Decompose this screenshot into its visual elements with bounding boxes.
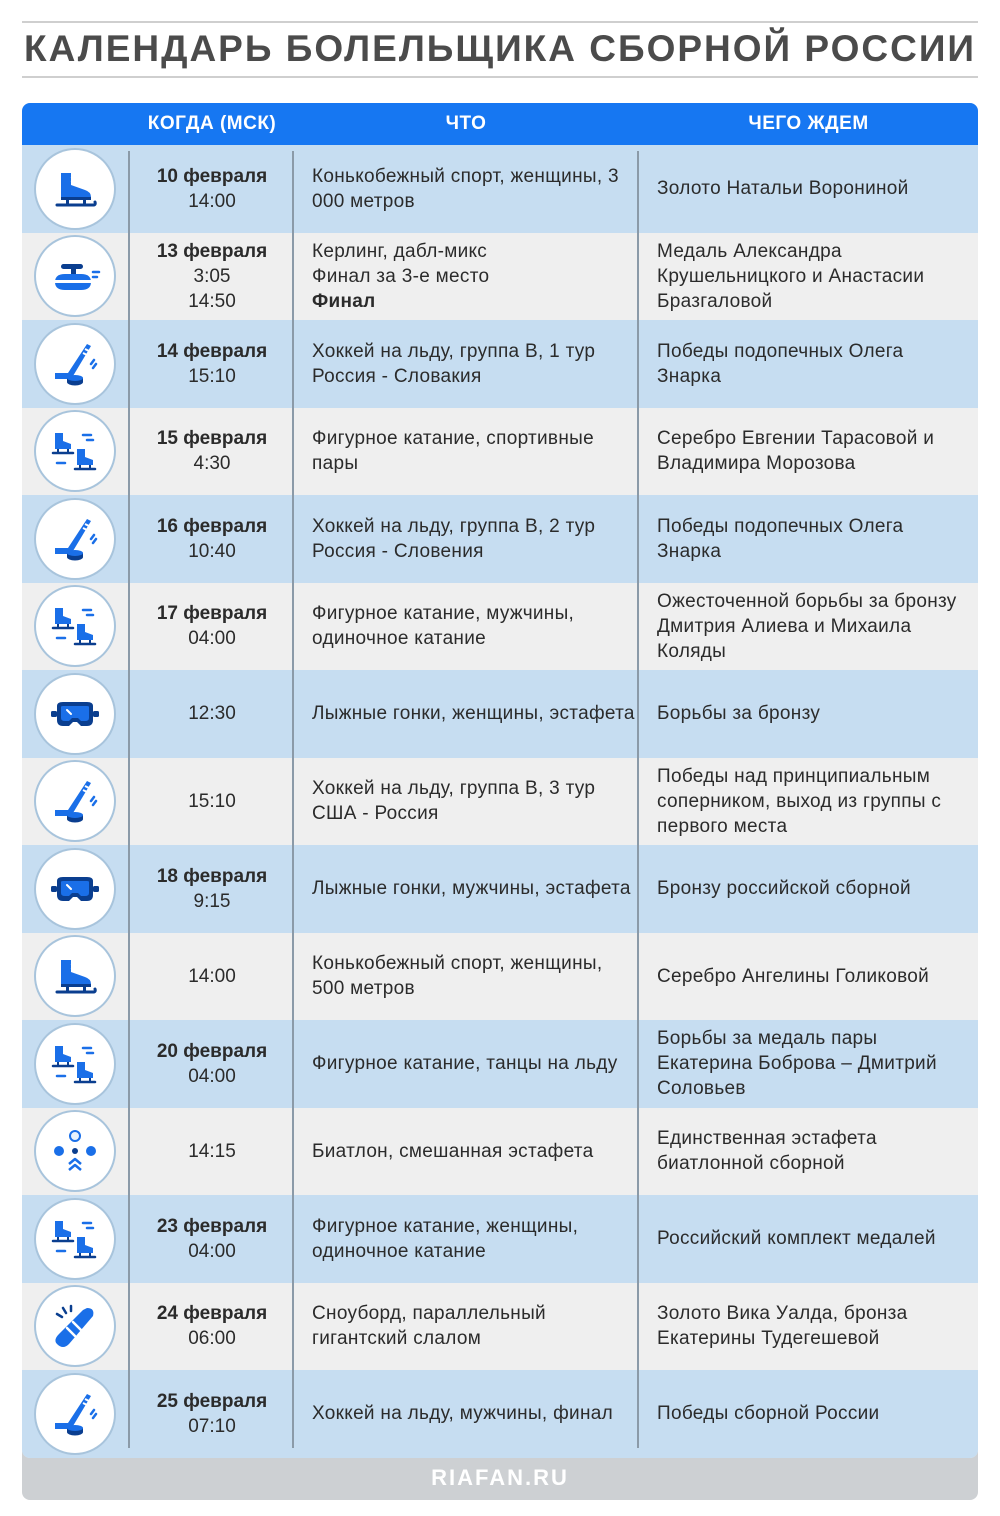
sport-icon-cell: [22, 583, 128, 671]
speed-skate-icon: [47, 948, 103, 1004]
event-time: 04:00: [188, 628, 236, 650]
event-time: 14:00: [188, 190, 236, 212]
footer-source: RIAFAN.RU: [431, 1465, 569, 1490]
sport-icon-badge: [40, 504, 110, 574]
when-cell: [130, 145, 294, 233]
expect-cell: [657, 670, 972, 758]
figure-skates-icon: [47, 598, 103, 654]
event-date: 25 февраля: [156, 1390, 268, 1412]
event-description: Биатлон, смешанная эстафета: [312, 1140, 594, 1162]
expect-cell: [657, 1195, 972, 1283]
sport-icon-badge: [40, 1204, 110, 1274]
sport-icon-cell: [22, 1370, 128, 1458]
figure-skates-icon: [47, 1036, 103, 1092]
event-time: 12:30: [188, 703, 236, 725]
expect-text: Бронзу российской сборной: [657, 878, 911, 900]
column-divider: [128, 151, 130, 1448]
event-date: 10 февраля: [156, 165, 268, 187]
table-row: [22, 408, 978, 496]
what-cell: [312, 1370, 638, 1458]
event-description: США - Россия: [312, 803, 439, 825]
expect-cell: [657, 845, 972, 933]
expect-cell: [657, 1020, 972, 1108]
expect-cell: [657, 583, 972, 671]
when-cell: [130, 583, 294, 671]
what-cell: [312, 1020, 638, 1108]
event-description: Хоккей на льду, мужчины, финал: [312, 1403, 613, 1425]
when-cell: [130, 408, 294, 496]
table-body: [22, 145, 978, 1458]
event-time: 15:10: [188, 790, 236, 812]
when-cell: [130, 233, 294, 321]
column-header-expect: ЧЕГО ЖДЕМ: [748, 113, 869, 134]
sport-icon-badge: [40, 854, 110, 924]
speed-skate-icon: [47, 161, 103, 217]
biathlon-target-icon: [47, 1123, 103, 1179]
event-date: 13 февраля: [156, 240, 268, 262]
what-cell: [312, 233, 638, 321]
event-description: Хоккей на льду, группа B, 1 тур: [312, 340, 596, 362]
event-description: Сноуборд, параллельный гигантский слалом: [312, 1303, 546, 1350]
what-cell: [312, 933, 638, 1021]
sport-icon-cell: [22, 758, 128, 846]
expect-text: Победы подопечных Олега Знарка: [657, 515, 904, 562]
page-title: КАЛЕНДАРЬ БОЛЕЛЬЩИКА СБОРНОЙ РОССИИ: [23, 28, 977, 69]
when-cell: [130, 495, 294, 583]
expect-text: Победы над принципиальным соперником, выход из группы с первого места: [657, 765, 942, 837]
sport-icon-badge: [40, 1379, 110, 1449]
expect-cell: [657, 933, 972, 1021]
event-description: Керлинг, дабл-микс: [312, 240, 488, 262]
expect-cell: [657, 1370, 972, 1458]
expect-text: Победы подопечных Олега Знарка: [657, 340, 904, 387]
schedule-table: [22, 103, 978, 1458]
table-row: [22, 845, 978, 933]
what-cell: [312, 320, 638, 408]
expect-text: Серебро Ангелины Голиковой: [657, 965, 930, 987]
table-row: [22, 320, 978, 408]
sport-icon-cell: [22, 845, 128, 933]
expect-text: Победы сборной России: [657, 1403, 880, 1425]
expect-text: Российский комплект медалей: [657, 1228, 936, 1250]
event-description: Конькобежный спорт, женщины, 3 000 метров: [312, 165, 619, 212]
sport-icon-badge: [40, 1291, 110, 1361]
expect-text: Медаль Александра Крушельницкого и Анастасии Бразгаловой: [657, 240, 925, 312]
sport-icon-badge: [40, 329, 110, 399]
column-divider: [292, 151, 294, 1448]
event-description: Россия - Словакия: [312, 365, 482, 387]
table-header: [22, 103, 978, 145]
event-time: 14:00: [188, 965, 236, 987]
when-cell: [130, 320, 294, 408]
ski-goggles-icon: [47, 861, 103, 917]
sport-icon-cell: [22, 1195, 128, 1283]
table-row: [22, 145, 978, 233]
event-description: Финал за 3-е место: [312, 265, 490, 287]
what-cell: [312, 845, 638, 933]
sport-icon-badge: [40, 154, 110, 224]
column-header-what: ЧТО: [445, 113, 487, 134]
event-date: 14 февраля: [156, 340, 268, 362]
table-row: [22, 933, 978, 1021]
sport-icon-cell: [22, 1108, 128, 1196]
sport-icon-cell: [22, 670, 128, 758]
event-description: Хоккей на льду, группа B, 3 тур: [312, 778, 596, 800]
event-description: Россия - Словения: [312, 540, 484, 562]
event-date: 18 февраля: [156, 865, 268, 887]
figure-skates-icon: [47, 1211, 103, 1267]
what-cell: [312, 1195, 638, 1283]
expect-text: Борьбы за медаль пары Екатерина Боброва – Дмитрий Соловьев: [657, 1028, 937, 1100]
what-cell: [312, 583, 638, 671]
event-time: 04:00: [188, 1240, 236, 1262]
sport-icon-badge: [40, 679, 110, 749]
sport-icon-cell: [22, 1020, 128, 1108]
table-row: [22, 758, 978, 846]
hockey-stick-icon: [47, 1386, 103, 1442]
hockey-stick-icon: [47, 511, 103, 567]
hockey-stick-icon: [47, 336, 103, 392]
expect-text: Единственная эстафета биатлонной сборной: [657, 1128, 877, 1175]
event-description-bold: Финал: [312, 290, 376, 312]
hockey-stick-icon: [47, 773, 103, 829]
event-time: 15:10: [188, 365, 236, 387]
sport-icon-cell: [22, 495, 128, 583]
expect-cell: [657, 233, 972, 321]
sport-icon-badge: [40, 1116, 110, 1186]
expect-text: Борьбы за бронзу: [657, 703, 821, 725]
column-divider: [637, 151, 639, 1448]
sport-icon-badge: [40, 766, 110, 836]
sport-icon-badge: [40, 591, 110, 661]
expect-cell: [657, 145, 972, 233]
event-time: 3:05: [193, 265, 231, 287]
event-date: 15 февраля: [156, 428, 268, 450]
sport-icon-cell: [22, 145, 128, 233]
when-cell: [130, 670, 294, 758]
sport-icon-cell: [22, 933, 128, 1021]
what-cell: [312, 145, 638, 233]
table-row: [22, 1195, 978, 1283]
expect-cell: [657, 408, 972, 496]
when-cell: [130, 1195, 294, 1283]
ski-goggles-icon: [47, 686, 103, 742]
title-bottom-rule: [22, 76, 978, 78]
sport-icon-badge: [40, 416, 110, 486]
event-description: Фигурное катание, спортивные пары: [312, 428, 594, 475]
when-cell: [130, 933, 294, 1021]
what-cell: [312, 1108, 638, 1196]
event-description: Конькобежный спорт, женщины, 500 метров: [312, 953, 603, 1000]
event-time: 10:40: [188, 540, 236, 562]
sport-icon-cell: [22, 408, 128, 496]
table-row: [22, 670, 978, 758]
sport-icon-badge: [40, 241, 110, 311]
when-cell: [130, 1108, 294, 1196]
expect-text: Ожесточенной борьбы за бронзу Дмитрия Алиева и Михаила Коляды: [657, 590, 957, 662]
table-row: [22, 1370, 978, 1458]
when-cell: [130, 845, 294, 933]
event-description: Хоккей на льду, группа B, 2 тур: [312, 515, 596, 537]
expect-text: Золото Натальи Ворониной: [657, 178, 909, 200]
expect-cell: [657, 758, 972, 846]
event-date: 20 февраля: [156, 1040, 268, 1062]
event-time: 14:50: [188, 290, 236, 312]
event-time: 14:15: [188, 1140, 236, 1162]
sport-icon-badge: [40, 941, 110, 1011]
event-description: Фигурное катание, танцы на льду: [312, 1053, 618, 1075]
table-row: [22, 233, 978, 321]
event-description: Лыжные гонки, женщины, эстафета: [312, 703, 635, 725]
event-description: Фигурное катание, женщины, одиночное катание: [312, 1215, 579, 1262]
table-row: [22, 1108, 978, 1196]
event-date: 16 февраля: [156, 515, 268, 537]
event-date: 24 февраля: [156, 1303, 268, 1325]
what-cell: [312, 408, 638, 496]
event-time: 4:30: [193, 453, 231, 475]
sport-icon-badge: [40, 1029, 110, 1099]
when-cell: [130, 758, 294, 846]
event-time: 04:00: [188, 1065, 236, 1087]
when-cell: [130, 1283, 294, 1371]
what-cell: [312, 495, 638, 583]
table-row: [22, 583, 978, 671]
event-time: 9:15: [193, 890, 231, 912]
expect-text: Золото Вика Уалда, бронза Екатерины Тудегешевой: [657, 1303, 908, 1350]
expect-cell: [657, 1283, 972, 1371]
figure-skates-icon: [47, 423, 103, 479]
table-row: [22, 1020, 978, 1108]
snowboard-icon: [47, 1298, 103, 1354]
sport-icon-cell: [22, 320, 128, 408]
event-date: 23 февраля: [156, 1215, 268, 1237]
expect-cell: [657, 320, 972, 408]
event-description: Фигурное катание, мужчины, одиночное катание: [312, 603, 575, 650]
table-row: [22, 495, 978, 583]
event-time: 06:00: [188, 1328, 236, 1350]
what-cell: [312, 758, 638, 846]
event-time: 07:10: [188, 1415, 236, 1437]
when-cell: [130, 1370, 294, 1458]
when-cell: [130, 1020, 294, 1108]
expect-cell: [657, 495, 972, 583]
event-date: 17 февраля: [156, 603, 268, 625]
curling-stone-icon: [47, 248, 103, 304]
event-description: Лыжные гонки, мужчины, эстафета: [312, 878, 631, 900]
expect-text: Серебро Евгении Тарасовой и Владимира Морозова: [657, 428, 935, 475]
what-cell: [312, 670, 638, 758]
sport-icon-cell: [22, 1283, 128, 1371]
sport-icon-cell: [22, 233, 128, 321]
table-row: [22, 1283, 978, 1371]
what-cell: [312, 1283, 638, 1371]
expect-cell: [657, 1108, 972, 1196]
column-header-when: КОГДА (МСК): [147, 113, 277, 134]
